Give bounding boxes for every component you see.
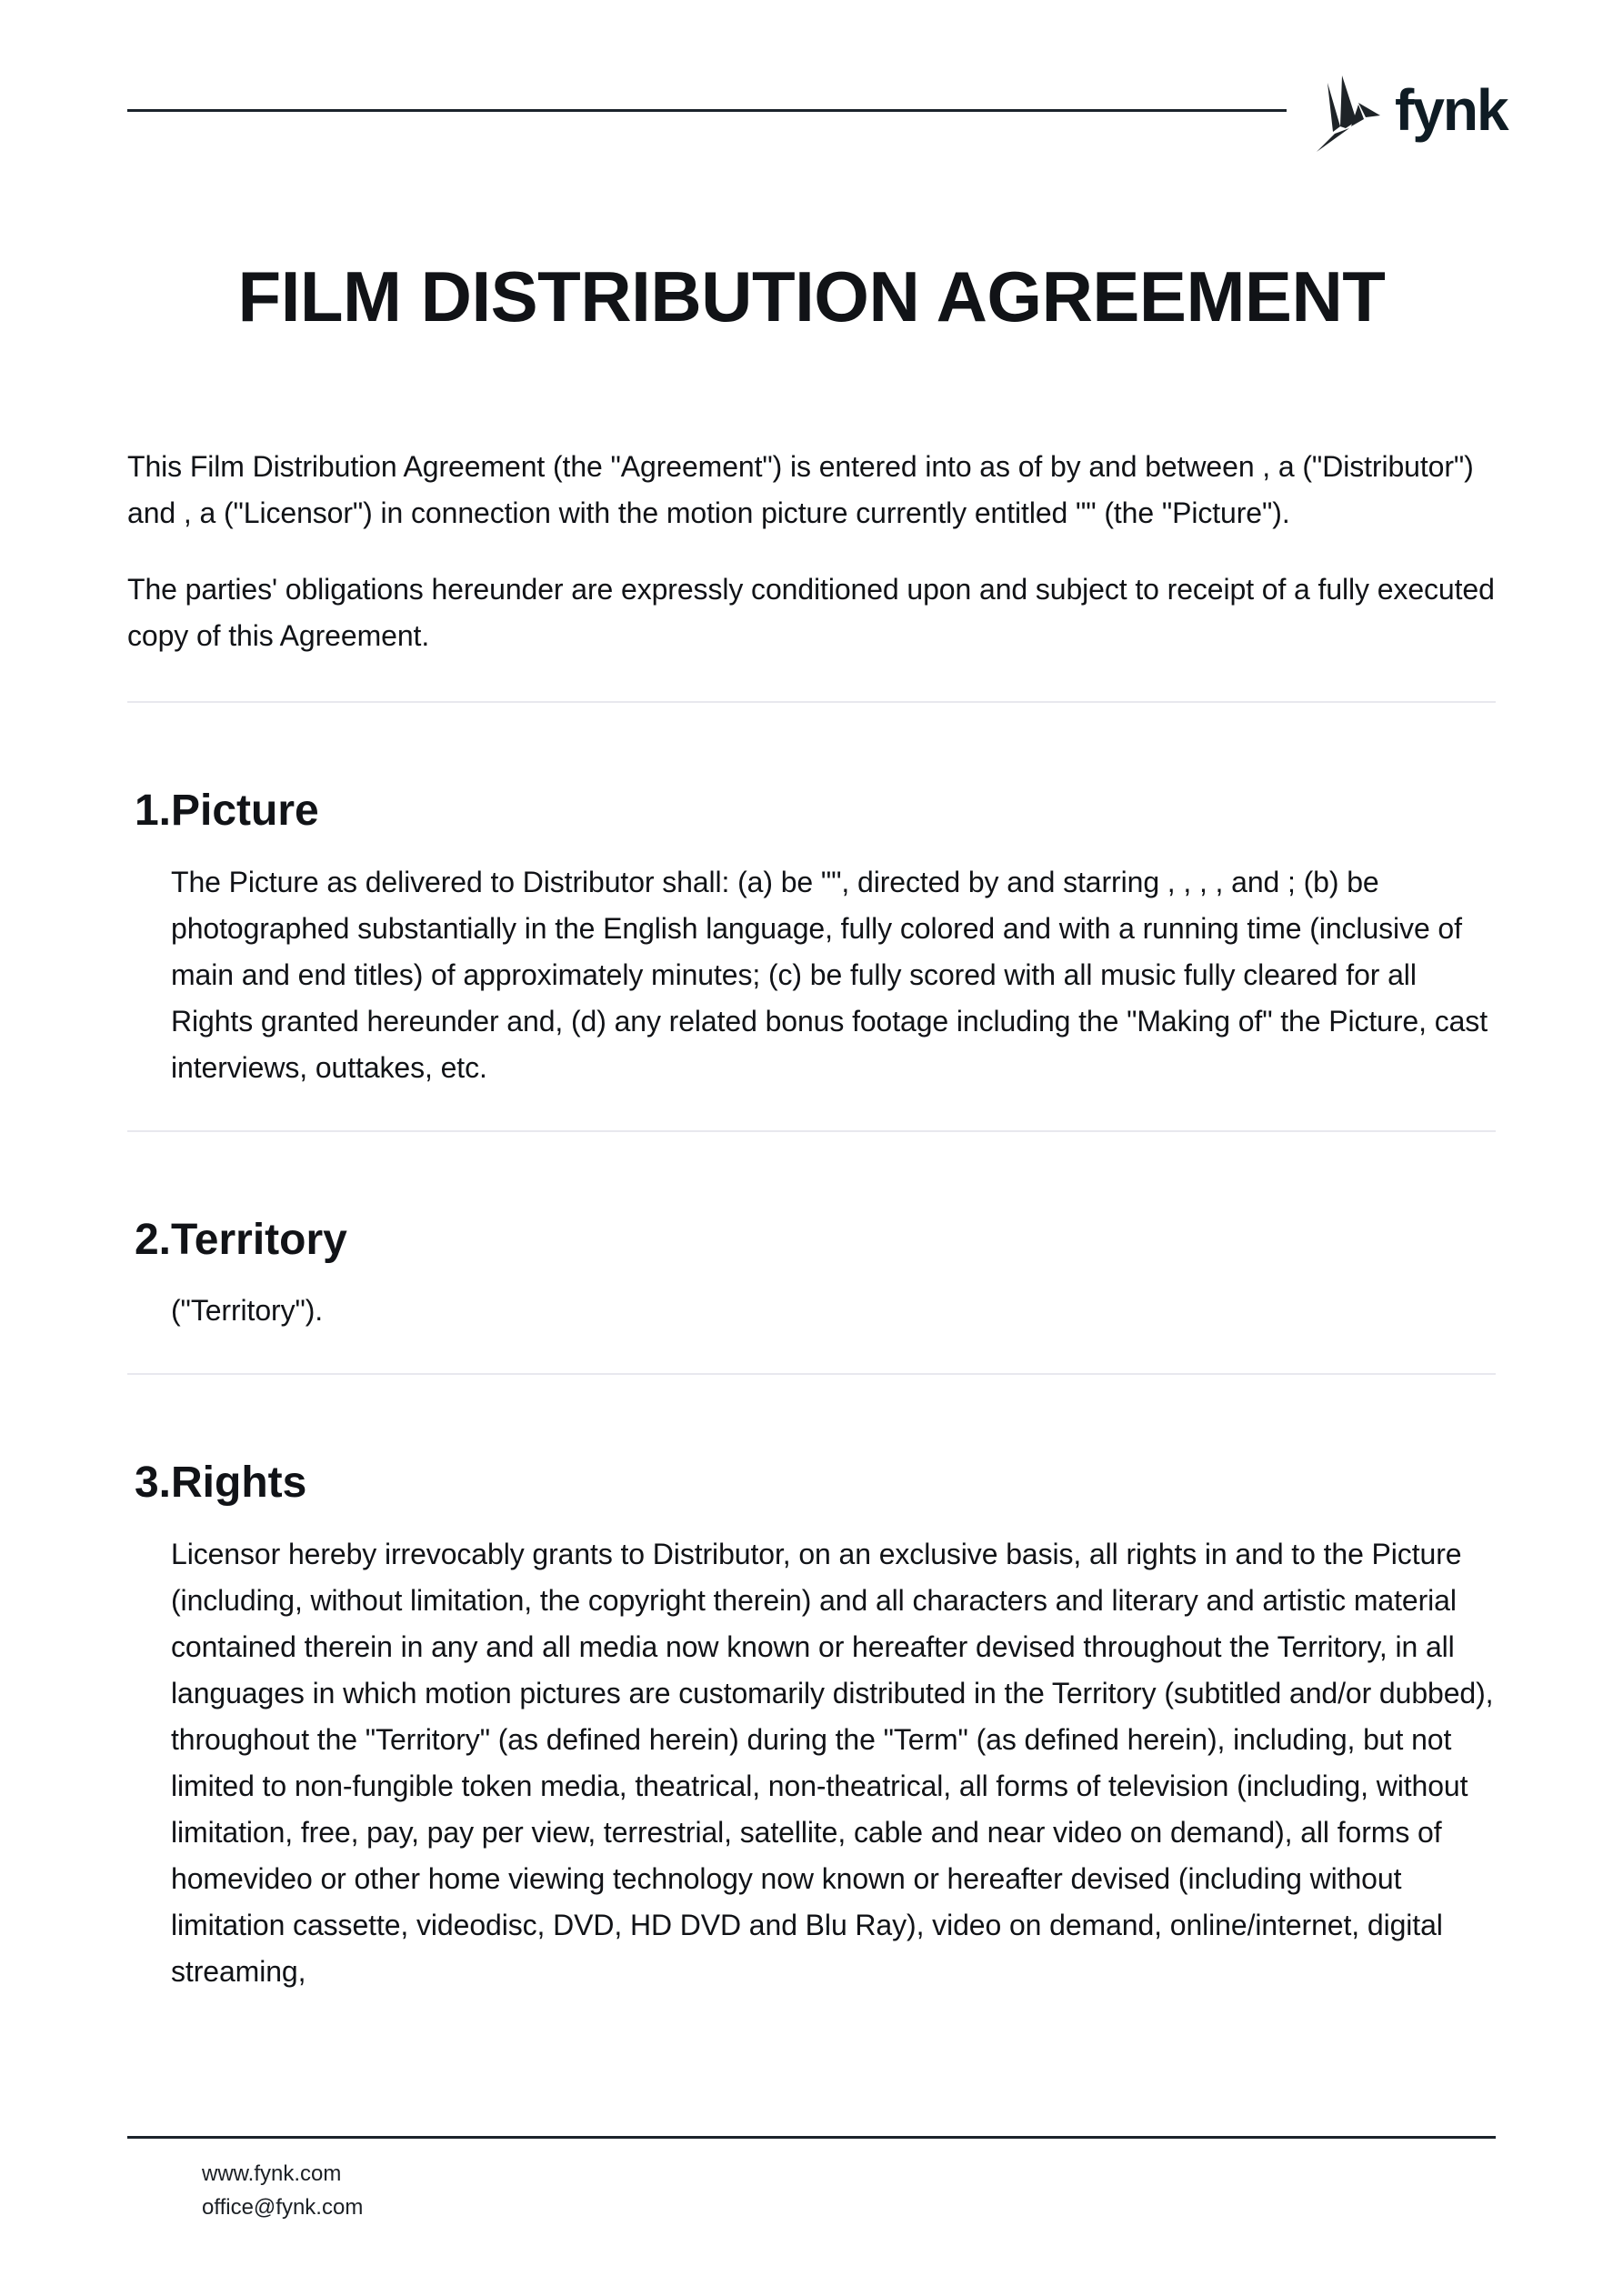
section-title: Picture <box>171 787 319 835</box>
section-number: 1. <box>134 787 171 835</box>
section-number: 2. <box>134 1215 171 1264</box>
fynk-logo <box>1315 75 1508 153</box>
section-body: The Picture as delivered to Distributor shall: (a) be "", directed by and starring , , , , and ; (b) be photographed substantially in the English language, fully colored and with a running time (inclusive of main and end titles) of approximately minutes; (c) be fully scored with all music fully cleared for all Rights granted hereunder and, (d) any related bonus footage including the "Making of" the Picture, cast interviews, outtakes, etc. <box>171 865 1488 1084</box>
document-body <box>127 444 1496 1995</box>
footer-website-link[interactable]: www.fynk.com <box>202 2161 342 2186</box>
section-body: ("Territory"). <box>171 1294 324 1328</box>
origami-bird-icon <box>1315 75 1382 152</box>
footer-email-link[interactable]: office@fynk.com <box>202 2195 364 2220</box>
document-title: FILM DISTRIBUTION AGREEMENT <box>237 256 1386 336</box>
section-heading <box>127 785 1496 837</box>
section-number: 3. <box>134 1459 171 1508</box>
logo-wordmark: fynk <box>1395 77 1508 143</box>
footer <box>202 2157 363 2224</box>
footer-rule <box>127 2136 1496 2139</box>
section-title: Territory <box>171 1215 347 1264</box>
section-rights <box>127 1375 1496 1995</box>
section-title: Rights <box>171 1459 307 1508</box>
section-heading <box>127 1214 1496 1267</box>
section-body: Licensor hereby irrevocably grants to Distributor, on an exclusive basis, all rights in and to the Picture (including, without limitation, the copyright therein) and all characters and literary and artistic material contained therein in any and all media now known or hereafter devised throughout the Territory, in all languages in which motion pictures are customarily distributed in the Territory (subtitled and/or dubbed), throughout the "Territory" (as defined herein) during the "Term" (as defined herein), including, but not limited to non-fungible token media, theatrical, non-theatrical, all forms of television (including, without limitation, free, pay, pay per view, terrestrial, satellite, cable and near video on demand), all forms of homevideo or other home viewing technology now known or hereafter devised (including without limitation cassette, videodisc, DVD, HD DVD and Blu Ray), video on demand, online/internet, digital streaming, <box>171 1537 1494 1988</box>
intro-paragraph: The parties' obligations hereunder are expressly conditioned upon and subject to receipt of a fully executed copy of this Agreement. <box>127 573 1495 652</box>
section-territory <box>127 1132 1496 1335</box>
section-heading <box>127 1457 1496 1509</box>
header-rule <box>127 109 1287 112</box>
intro-paragraph: This Film Distribution Agreement (the "Agreement") is entered into as of by and between , a ("Distributor") and , a ("Licensor") in connection with the motion picture currently entitled "" (the "Picture"). <box>127 450 1474 529</box>
section-picture <box>127 703 1496 1091</box>
